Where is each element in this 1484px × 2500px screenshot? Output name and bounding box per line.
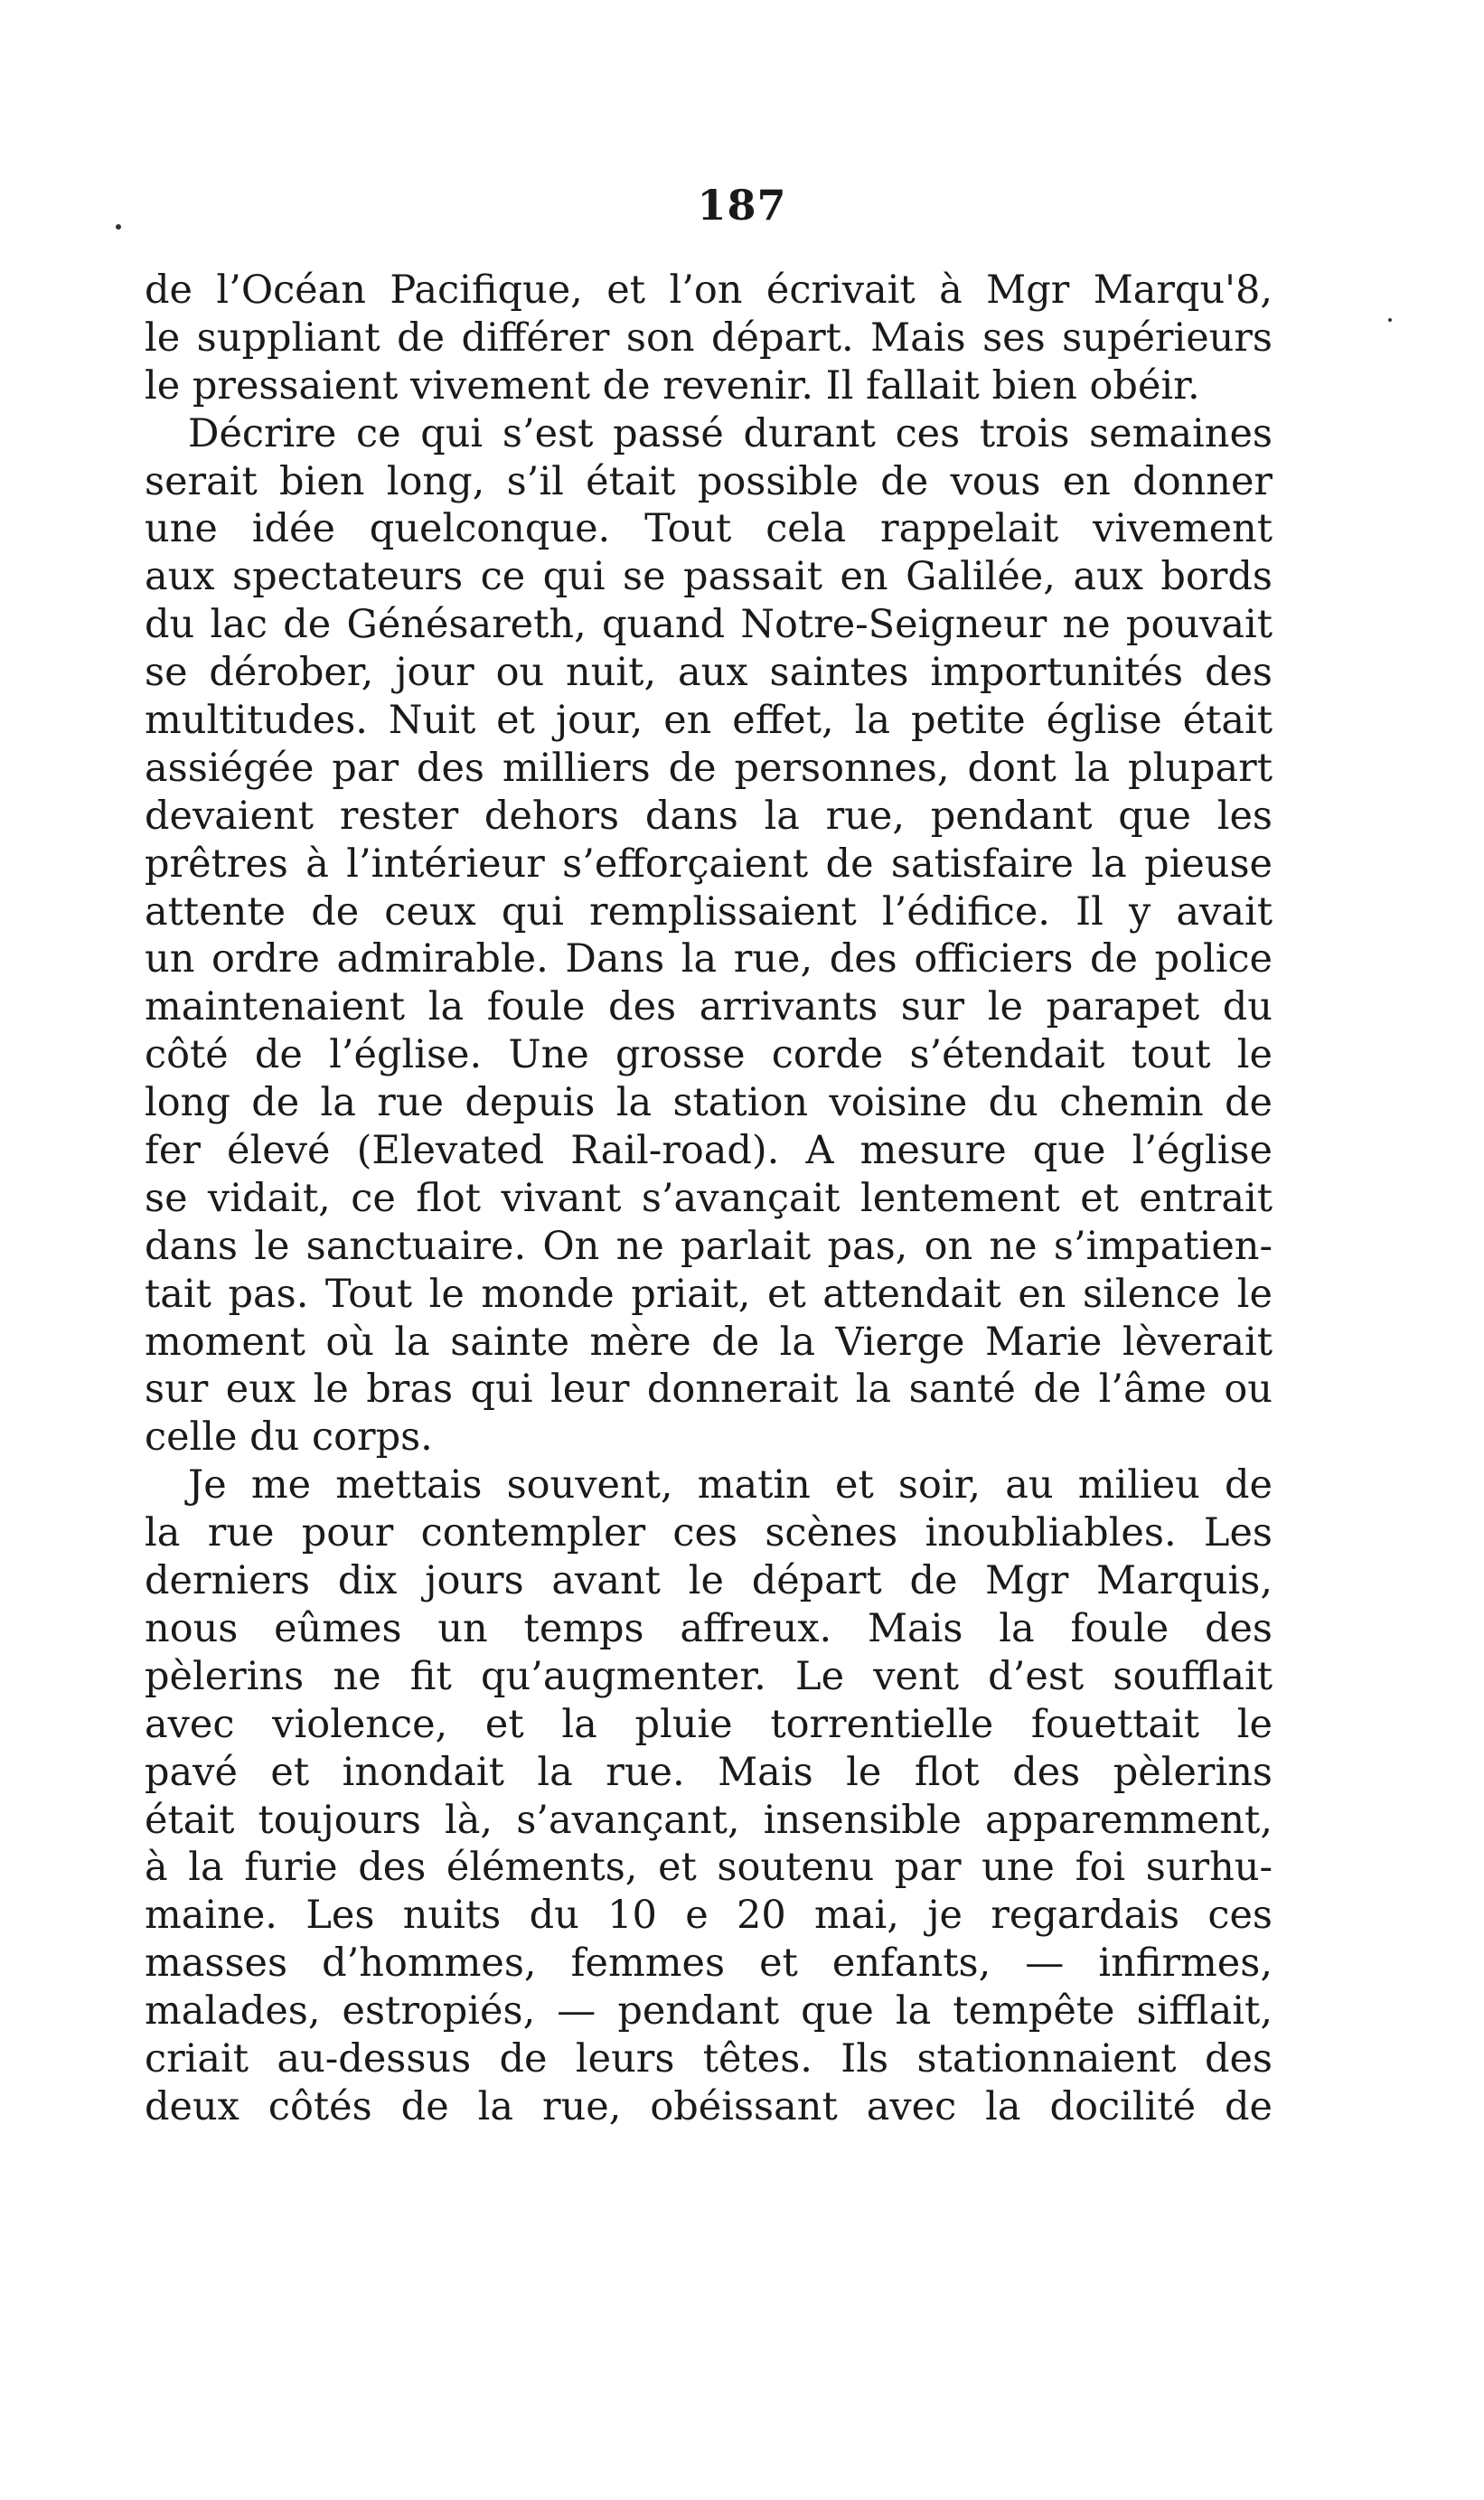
page-number: 187 bbox=[697, 181, 787, 230]
text-line: une idée quelconque. Tout cela rappelait vivement bbox=[145, 506, 1273, 552]
text-line: aux spectateurs ce qui se passait en Galilée, aux bords bbox=[145, 554, 1273, 600]
text-line: se dérober, jour ou nuit, aux saintes importunités des bbox=[145, 650, 1273, 696]
scan-speck bbox=[1388, 318, 1392, 322]
text-line: le suppliant de différer son départ. Mais ses supérieurs bbox=[145, 315, 1273, 361]
text-line: un ordre admirable. Dans la rue, des officiers de police bbox=[145, 936, 1273, 982]
text-line: maintenaient la foule des arrivants sur le parapet du bbox=[145, 984, 1273, 1030]
text-line: deux côtés de la rue, obéissant avec la docilité de bbox=[145, 2083, 1273, 2129]
text-line: celle du corps. bbox=[145, 1414, 433, 1461]
text-line: pavé et inondait la rue. Mais le flot des pèlerins bbox=[145, 1749, 1273, 1795]
text-line: du lac de Génésareth, quand Notre-Seigneur ne pouvait bbox=[145, 602, 1273, 648]
text-line: multitudes. Nuit et jour, en effet, la petite église était bbox=[145, 698, 1273, 744]
text-line: criait au-dessus de leurs têtes. Ils stationnaient des bbox=[145, 2035, 1273, 2082]
text-line: serait bien long, s’il était possible de vous en donner bbox=[145, 458, 1273, 504]
text-line: sur eux le bras qui leur donnerait la santé de l’âme ou bbox=[145, 1367, 1273, 1413]
scan-speck bbox=[116, 224, 121, 230]
text-line: de l’Océan Pacifique, et l’on écrivait à Mgr Marqu'8, bbox=[145, 268, 1273, 313]
paragraph-start-line: Je me mettais souvent, matin et soir, au milieu de bbox=[188, 1462, 1273, 1508]
text-line: se vidait, ce flot vivant s’avançait lentement et entrait bbox=[145, 1175, 1273, 1221]
text-line: était toujours là, s’avançant, insensible apparemment, bbox=[145, 1797, 1273, 1843]
text-line: moment où la sainte mère de la Vierge Marie lèverait bbox=[145, 1319, 1273, 1365]
text-line: long de la rue depuis la station voisine du chemin de bbox=[145, 1080, 1273, 1126]
text-line: maine. Les nuits du 10 e 20 mai, je regardais ces bbox=[145, 1893, 1273, 1939]
text-line: la rue pour contempler ces scènes inoubliables. Les bbox=[145, 1510, 1273, 1556]
text-line: fer élevé (Elevated Rail-road). A mesure que l’église bbox=[145, 1128, 1273, 1174]
text-line: attente de ceux qui remplissaient l’édifice. Il y avait bbox=[145, 888, 1273, 935]
text-line: malades, estropiés, — pendant que la tempête sifflait, bbox=[145, 1988, 1273, 2035]
text-line: dans le sanctuaire. On ne parlait pas, on ne s’impatien- bbox=[145, 1223, 1273, 1269]
text-line: à la furie des éléments, et soutenu par une foi surhu- bbox=[145, 1845, 1273, 1891]
body-text bbox=[145, 267, 1273, 2131]
text-line: derniers dix jours avant le départ de Mgr Marquis, bbox=[145, 1558, 1273, 1604]
text-line: prêtres à l’intérieur s’efforçaient de satisfaire la pieuse bbox=[145, 841, 1273, 887]
text-line: avec violence, et la pluie torrentielle fouettait le bbox=[145, 1701, 1273, 1747]
paragraph-start-line: Décrire ce qui s’est passé durant ces trois semaines bbox=[188, 410, 1273, 456]
text-line: devaient rester dehors dans la rue, pendant que les bbox=[145, 793, 1273, 839]
text-line: le pressaient vivement de revenir. Il fallait bien obéir. bbox=[145, 362, 1200, 409]
text-line: assiégée par des milliers de personnes, dont la plupart bbox=[145, 745, 1273, 791]
text-line: tait pas. Tout le monde priait, et attendait en silence le bbox=[145, 1271, 1273, 1317]
text-line: masses d’hommes, femmes et enfants, — infirmes, bbox=[145, 1941, 1273, 1987]
text-line: côté de l’église. Une grosse corde s’étendait tout le bbox=[145, 1032, 1273, 1078]
text-line: nous eûmes un temps affreux. Mais la foule des bbox=[145, 1605, 1273, 1651]
text-line: pèlerins ne fit qu’augmenter. Le vent d’est soufflait bbox=[145, 1653, 1273, 1699]
